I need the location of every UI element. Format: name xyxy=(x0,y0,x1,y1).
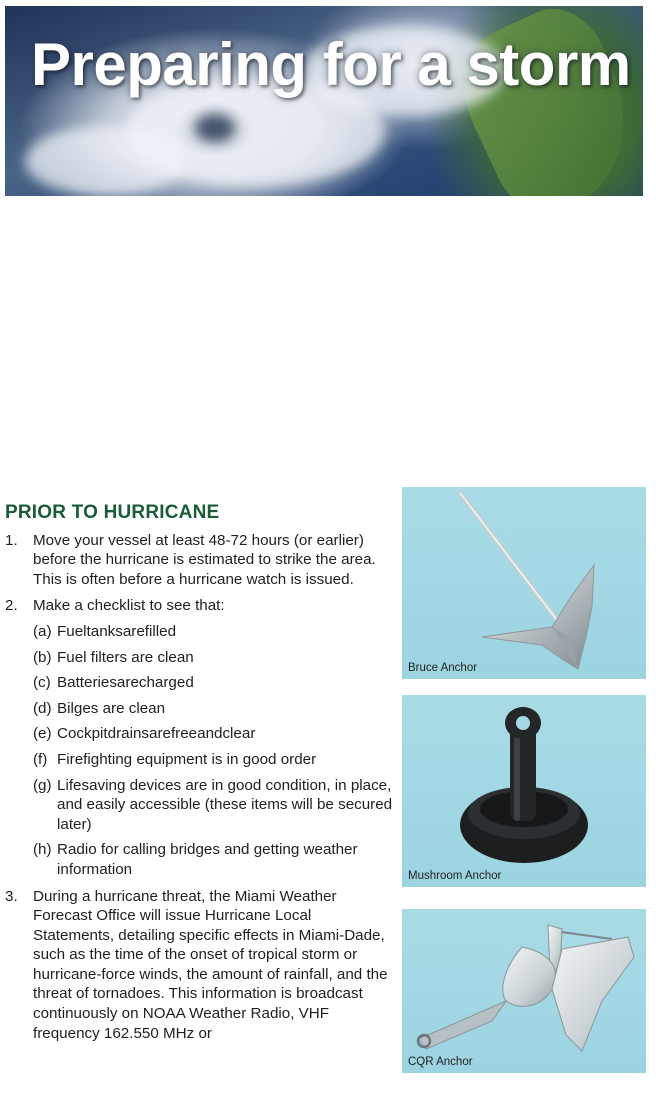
photo-caption: Mushroom Anchor xyxy=(408,870,502,882)
step-number: 3. xyxy=(5,887,18,905)
checklist-letter: (d) xyxy=(33,699,52,717)
checklist-text: Firefighting equipment is in good order xyxy=(57,750,317,768)
checklist-letter: (h) xyxy=(33,841,52,859)
mushroom-anchor-photo xyxy=(402,695,646,887)
step-text: Make a checklist to see that: xyxy=(33,597,225,615)
step-number: 1. xyxy=(5,531,18,549)
cqr-anchor-icon xyxy=(402,909,646,1073)
checklist-item xyxy=(33,622,393,642)
checklist-text: Radio for calling bridges and getting weather information xyxy=(57,841,358,878)
step-item xyxy=(5,596,393,879)
checklist-item xyxy=(33,724,393,744)
cqr-anchor-photo xyxy=(402,909,646,1073)
page-title: Preparing for a storm xyxy=(31,31,631,98)
checklist-letter: (e) xyxy=(33,725,52,743)
step-text: During a hurricane threat, the Miami Weather Forecast Office will issue Hurricane Local Statements, detailing specific effects in Miami-Dade, such as the time of the onset of tropical storm or hurricane-force winds, the amount of rainfall, and the threat of tornadoes. This information is broadcast continuously on NOAA Weather Radio, VHF frequency 162.550 MHz or xyxy=(33,887,388,1042)
bruce-anchor-photo xyxy=(402,487,646,679)
prior-to-hurricane-section xyxy=(5,503,393,1050)
checklist-text: Cockpitdrainsarefreeandclear xyxy=(57,725,256,743)
checklist-text: Fueltanksarefilled xyxy=(57,622,177,640)
checklist-item xyxy=(33,648,393,668)
checklist-letter: (g) xyxy=(33,776,52,794)
checklist-item xyxy=(33,673,393,693)
checklist-item xyxy=(33,776,393,835)
checklist-item xyxy=(33,699,393,719)
cloud-band xyxy=(25,126,185,196)
bruce-anchor-icon xyxy=(402,487,646,679)
checklist-text: Bilges are clean xyxy=(57,699,166,717)
mushroom-anchor-icon xyxy=(402,695,646,887)
step-number: 2. xyxy=(5,597,18,615)
checklist-text: Lifesaving devices are in good condition, in place, and easily accessible (these items will be secured later) xyxy=(57,776,393,833)
section-heading: PRIOR TO HURRICANE xyxy=(5,502,220,523)
checklist-letter: (f) xyxy=(33,750,48,768)
checklist xyxy=(33,622,393,880)
checklist-text: Fuel filters are clean xyxy=(57,648,194,666)
step-text: Move your vessel at least 48-72 hours (or earlier) before the hurricane is estimated to strike the area. This is often before a hurricane watch is issued. xyxy=(33,531,376,588)
step-item xyxy=(5,887,393,1044)
photo-caption: CQR Anchor xyxy=(408,1056,473,1068)
steps-list xyxy=(5,531,393,1044)
checklist-item xyxy=(33,750,393,770)
hurricane-eye xyxy=(195,114,235,142)
photo-caption: Bruce Anchor xyxy=(408,662,478,674)
checklist-text: Batteriesarecharged xyxy=(57,674,194,692)
checklist-item xyxy=(33,840,393,879)
hurricane-banner xyxy=(5,6,643,196)
checklist-letter: (a) xyxy=(33,622,52,640)
checklist-letter: (c) xyxy=(33,674,51,692)
step-item xyxy=(5,531,393,590)
checklist-letter: (b) xyxy=(33,648,52,666)
